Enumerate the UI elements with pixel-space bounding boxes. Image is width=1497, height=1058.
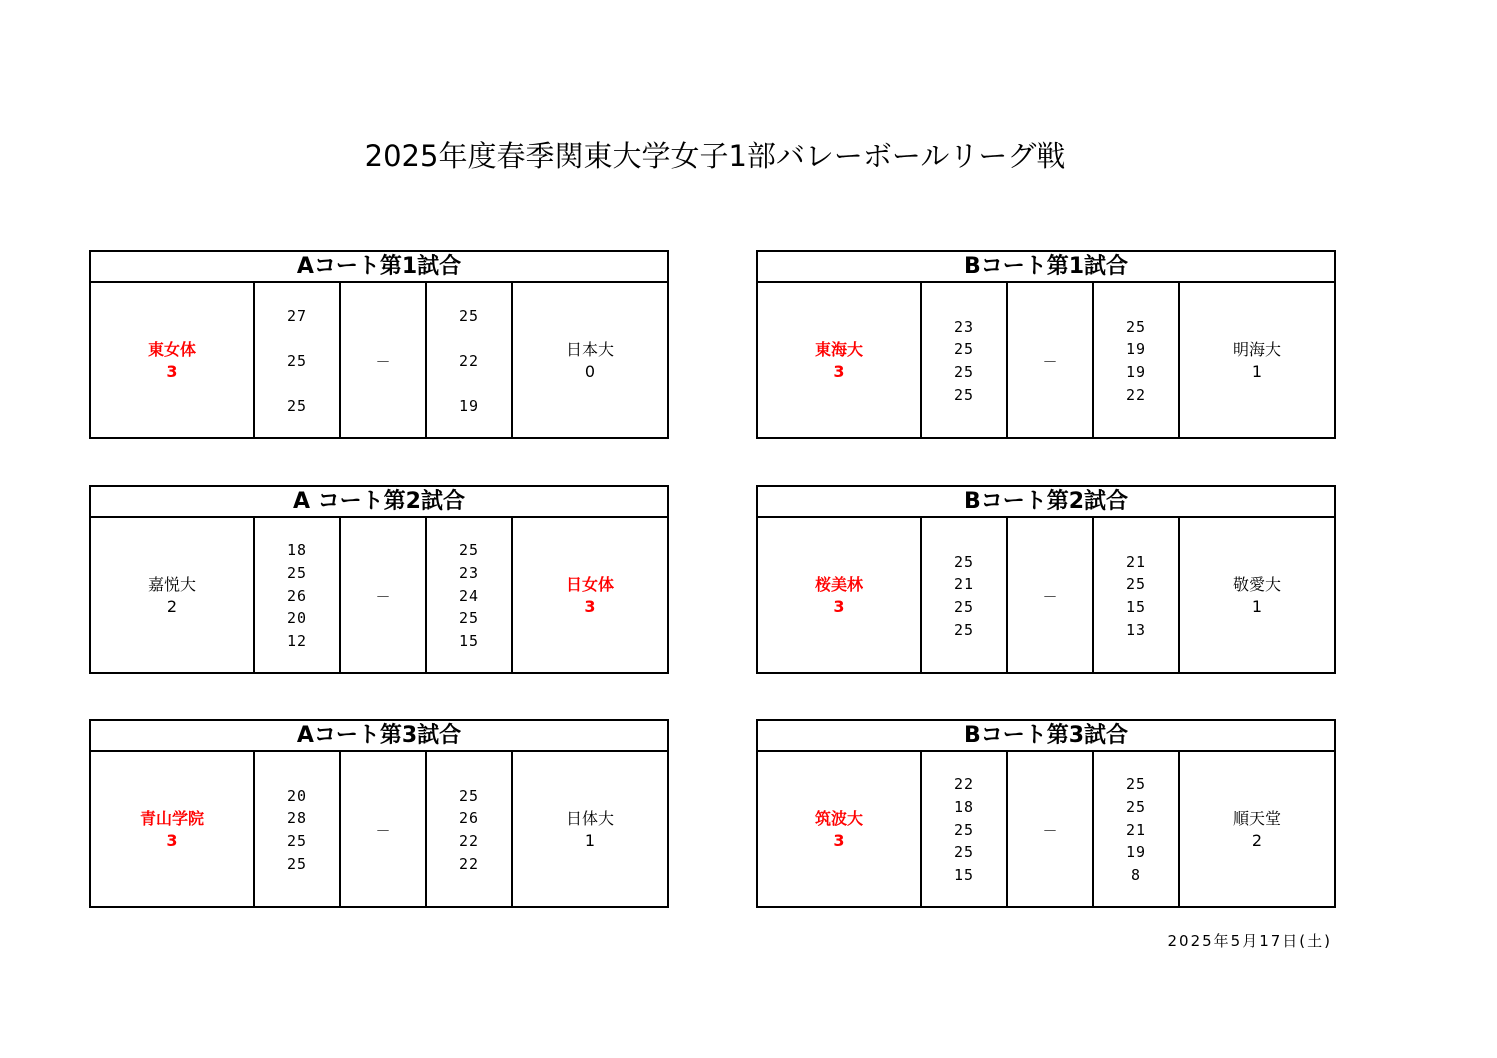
team-right-cell bbox=[1178, 752, 1334, 908]
left-scores-cell bbox=[920, 283, 1006, 439]
set-score: 25 bbox=[1125, 317, 1147, 336]
sets-won: 3 bbox=[584, 597, 596, 616]
set-score: 25 bbox=[286, 563, 308, 582]
sets-won: 1 bbox=[1251, 362, 1263, 381]
team-right bbox=[1233, 574, 1281, 618]
set-score: 25 bbox=[458, 306, 480, 325]
sets-won: 3 bbox=[166, 362, 178, 381]
set-score: 13 bbox=[1125, 620, 1147, 639]
sets-won: 2 bbox=[166, 597, 178, 616]
match-header: Bコート第1試合 bbox=[758, 252, 1334, 283]
team-name: 嘉悦大 bbox=[147, 575, 196, 594]
set-score: 25 bbox=[953, 363, 975, 381]
sets-won: 3 bbox=[833, 597, 845, 616]
set-score: 25 bbox=[286, 854, 308, 873]
sets-won: 0 bbox=[584, 362, 596, 381]
set-score: 19 bbox=[1125, 843, 1147, 862]
set-score: 18 bbox=[953, 797, 975, 816]
set-score: 26 bbox=[286, 586, 308, 605]
team-name: 敬愛大 bbox=[1232, 575, 1281, 594]
set-score: 20 bbox=[286, 609, 308, 628]
team-left bbox=[815, 339, 863, 383]
right-set-scores bbox=[459, 785, 479, 876]
left-set-scores bbox=[287, 539, 307, 653]
set-score: 22 bbox=[458, 832, 480, 850]
left-set-scores bbox=[954, 551, 974, 642]
dash-cell bbox=[1006, 283, 1092, 439]
dash-separator: － bbox=[1042, 352, 1058, 371]
dash-separator: － bbox=[1042, 587, 1058, 606]
team-left bbox=[148, 339, 196, 383]
team-left-cell bbox=[91, 518, 253, 674]
set-score: 25 bbox=[458, 609, 480, 628]
set-score: 25 bbox=[1125, 775, 1147, 794]
set-score: 25 bbox=[953, 620, 975, 639]
set-score: 25 bbox=[953, 843, 975, 862]
set-score: 25 bbox=[1125, 797, 1147, 816]
set-score: 25 bbox=[1125, 575, 1147, 594]
dash-separator: － bbox=[375, 587, 391, 606]
sets-won: 2 bbox=[1251, 831, 1263, 850]
set-score: 19 bbox=[1125, 363, 1147, 381]
match-b-court-1 bbox=[756, 250, 1336, 439]
right-set-scores bbox=[1126, 773, 1146, 887]
set-score: 8 bbox=[1130, 866, 1142, 885]
team-name: 日女体 bbox=[565, 575, 614, 594]
set-score: 25 bbox=[953, 340, 975, 359]
dash-cell bbox=[1006, 518, 1092, 674]
right-scores-cell bbox=[1092, 518, 1178, 674]
match-header: Aコート第3試合 bbox=[91, 721, 667, 752]
right-scores-cell bbox=[425, 518, 511, 674]
right-scores-cell bbox=[425, 283, 511, 439]
team-left bbox=[815, 574, 863, 618]
set-score: 19 bbox=[458, 396, 480, 415]
team-right bbox=[566, 574, 614, 618]
team-left bbox=[815, 808, 863, 852]
team-left-cell bbox=[91, 752, 253, 908]
team-right-cell bbox=[511, 518, 667, 674]
match-b-court-3 bbox=[756, 719, 1336, 908]
left-scores-cell bbox=[253, 283, 339, 439]
team-name: 日本大 bbox=[565, 340, 614, 359]
right-set-scores bbox=[1126, 316, 1146, 407]
set-score: 25 bbox=[953, 598, 975, 616]
team-right-cell bbox=[1178, 283, 1334, 439]
set-score: 21 bbox=[1125, 820, 1147, 839]
left-set-scores bbox=[954, 773, 974, 887]
set-score: 22 bbox=[458, 854, 480, 873]
team-name: 明海大 bbox=[1232, 340, 1281, 359]
match-header: Bコート第2試合 bbox=[758, 487, 1334, 518]
dash-cell bbox=[339, 518, 425, 674]
dash-separator: － bbox=[375, 821, 391, 840]
right-scores-cell bbox=[425, 752, 511, 908]
left-set-scores bbox=[287, 294, 307, 429]
set-score: 25 bbox=[286, 351, 308, 370]
team-name: 青山学院 bbox=[139, 809, 204, 828]
set-score: 25 bbox=[458, 786, 480, 805]
set-score: 24 bbox=[458, 586, 480, 605]
right-scores-cell bbox=[1092, 283, 1178, 439]
set-score: 23 bbox=[953, 317, 975, 336]
team-left-cell bbox=[758, 283, 920, 439]
set-score: 12 bbox=[286, 632, 308, 651]
set-score: 15 bbox=[1125, 598, 1147, 616]
team-right bbox=[1233, 808, 1281, 852]
team-left-cell bbox=[758, 518, 920, 674]
left-scores-cell bbox=[253, 752, 339, 908]
team-right-cell bbox=[511, 283, 667, 439]
right-set-scores bbox=[459, 539, 479, 653]
set-score: 26 bbox=[458, 809, 480, 828]
team-left-cell bbox=[91, 283, 253, 439]
match-a-court-1 bbox=[89, 250, 669, 439]
left-set-scores bbox=[954, 316, 974, 407]
team-name: 東女体 bbox=[147, 340, 196, 359]
match-a-court-2 bbox=[89, 485, 669, 674]
match-date: 2025年5月17日(土) bbox=[1167, 932, 1332, 950]
team-name: 桜美林 bbox=[814, 575, 863, 594]
match-a-court-3 bbox=[89, 719, 669, 908]
set-score: 25 bbox=[458, 541, 480, 560]
match-header: Aコート第1試合 bbox=[91, 252, 667, 283]
left-scores-cell bbox=[920, 752, 1006, 908]
sets-won: 1 bbox=[584, 831, 596, 850]
team-name: 東海大 bbox=[814, 340, 863, 359]
team-name: 筑波大 bbox=[814, 809, 863, 828]
set-score: 19 bbox=[1125, 340, 1147, 359]
set-score: 28 bbox=[286, 809, 308, 828]
right-set-scores bbox=[1126, 551, 1146, 642]
team-left bbox=[140, 808, 204, 852]
team-left bbox=[148, 574, 196, 618]
set-score: 25 bbox=[953, 385, 975, 404]
set-score: 15 bbox=[458, 632, 480, 651]
dash-cell bbox=[339, 283, 425, 439]
set-score: 25 bbox=[953, 552, 975, 571]
set-score: 25 bbox=[286, 832, 308, 850]
set-score: 18 bbox=[286, 541, 308, 560]
set-score: 22 bbox=[953, 775, 975, 794]
team-right-cell bbox=[511, 752, 667, 908]
team-right bbox=[566, 339, 614, 383]
sets-won: 3 bbox=[166, 831, 178, 850]
sets-won: 1 bbox=[1251, 597, 1263, 616]
match-header: Bコート第3試合 bbox=[758, 721, 1334, 752]
team-right bbox=[1233, 339, 1281, 383]
set-score: 15 bbox=[953, 866, 975, 885]
left-set-scores bbox=[287, 785, 307, 876]
set-score: 20 bbox=[286, 786, 308, 805]
dash-cell bbox=[339, 752, 425, 908]
team-name: 順天堂 bbox=[1232, 809, 1281, 828]
team-right bbox=[566, 808, 614, 852]
dash-separator: － bbox=[375, 352, 391, 371]
set-score: 27 bbox=[286, 306, 308, 325]
team-name: 日体大 bbox=[565, 809, 614, 828]
set-score: 21 bbox=[953, 575, 975, 594]
sets-won: 3 bbox=[833, 362, 845, 381]
right-set-scores bbox=[459, 294, 479, 429]
match-header: A コート第2試合 bbox=[91, 487, 667, 518]
match-b-court-2 bbox=[756, 485, 1336, 674]
set-score: 25 bbox=[286, 396, 308, 415]
dash-separator: － bbox=[1042, 821, 1058, 840]
set-score: 25 bbox=[953, 820, 975, 839]
team-left-cell bbox=[758, 752, 920, 908]
set-score: 22 bbox=[1125, 385, 1147, 404]
dash-cell bbox=[1006, 752, 1092, 908]
set-score: 22 bbox=[458, 351, 480, 370]
set-score: 21 bbox=[1125, 552, 1147, 571]
set-score: 23 bbox=[458, 563, 480, 582]
left-scores-cell bbox=[920, 518, 1006, 674]
page-title: 2025年度春季関東大学女子1部バレーボールリーグ戦 bbox=[364, 139, 1066, 173]
right-scores-cell bbox=[1092, 752, 1178, 908]
team-right-cell bbox=[1178, 518, 1334, 674]
sets-won: 3 bbox=[833, 831, 845, 850]
left-scores-cell bbox=[253, 518, 339, 674]
